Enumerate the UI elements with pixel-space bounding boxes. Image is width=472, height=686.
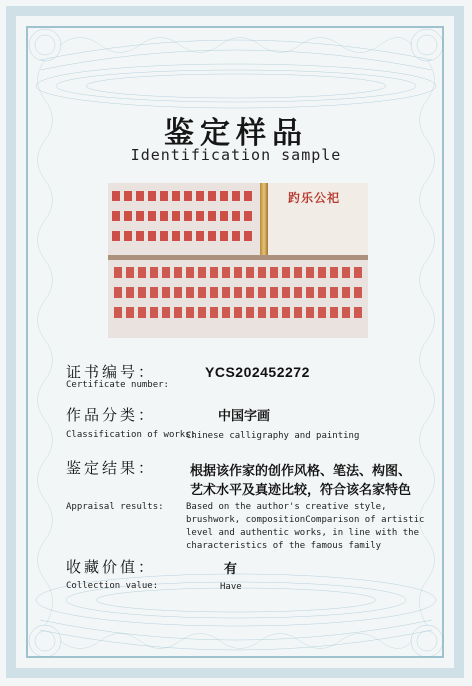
collection-value-label-cn: 收藏价值：: [66, 558, 157, 576]
appraisal-value-cn-line2: 艺术水平及真迹比较，符合该名家特色: [190, 483, 412, 498]
appraisal-value-en-line2: brushwork, compositionComparison of artistic: [186, 515, 425, 525]
appraisal-value-cn-line1: 根据该作家的创作风格、笔法、构图、: [190, 464, 412, 479]
certificate-number-label-en: Certificate number:: [66, 380, 169, 390]
certificate-number-label-cn: 证书编号：: [66, 363, 157, 381]
title-english: Identification sample: [130, 146, 342, 164]
appraisal-value-en-line1: Based on the author's creative style,: [186, 502, 387, 512]
appraisal-label-cn: 鉴定结果：: [66, 459, 157, 477]
collection-value-en: Have: [220, 582, 242, 592]
appraisal-label-en: Appraisal results:: [66, 502, 164, 512]
title-chinese: 鉴定样品: [164, 116, 308, 151]
calligraphy-strokes: [108, 183, 368, 338]
classification-label-en: Classification of works:: [66, 430, 197, 440]
classification-label-cn: 作品分类：: [66, 406, 157, 424]
appraisal-value-en-line4: characteristics of the famous family: [186, 541, 382, 551]
artwork-photo: [108, 183, 368, 338]
collection-value-cn: 有: [224, 562, 238, 577]
certificate-number-value: YCS202452272: [205, 364, 310, 380]
appraisal-value-en-line3: level and authentic works, in line with the: [186, 528, 419, 538]
collection-value-label-en: Collection value:: [66, 581, 159, 591]
classification-value-cn: 中国字画: [218, 409, 271, 424]
scroll-title: 趵乐公祀: [288, 191, 341, 205]
classification-value-en: Chinese calligraphy and painting: [186, 431, 360, 441]
